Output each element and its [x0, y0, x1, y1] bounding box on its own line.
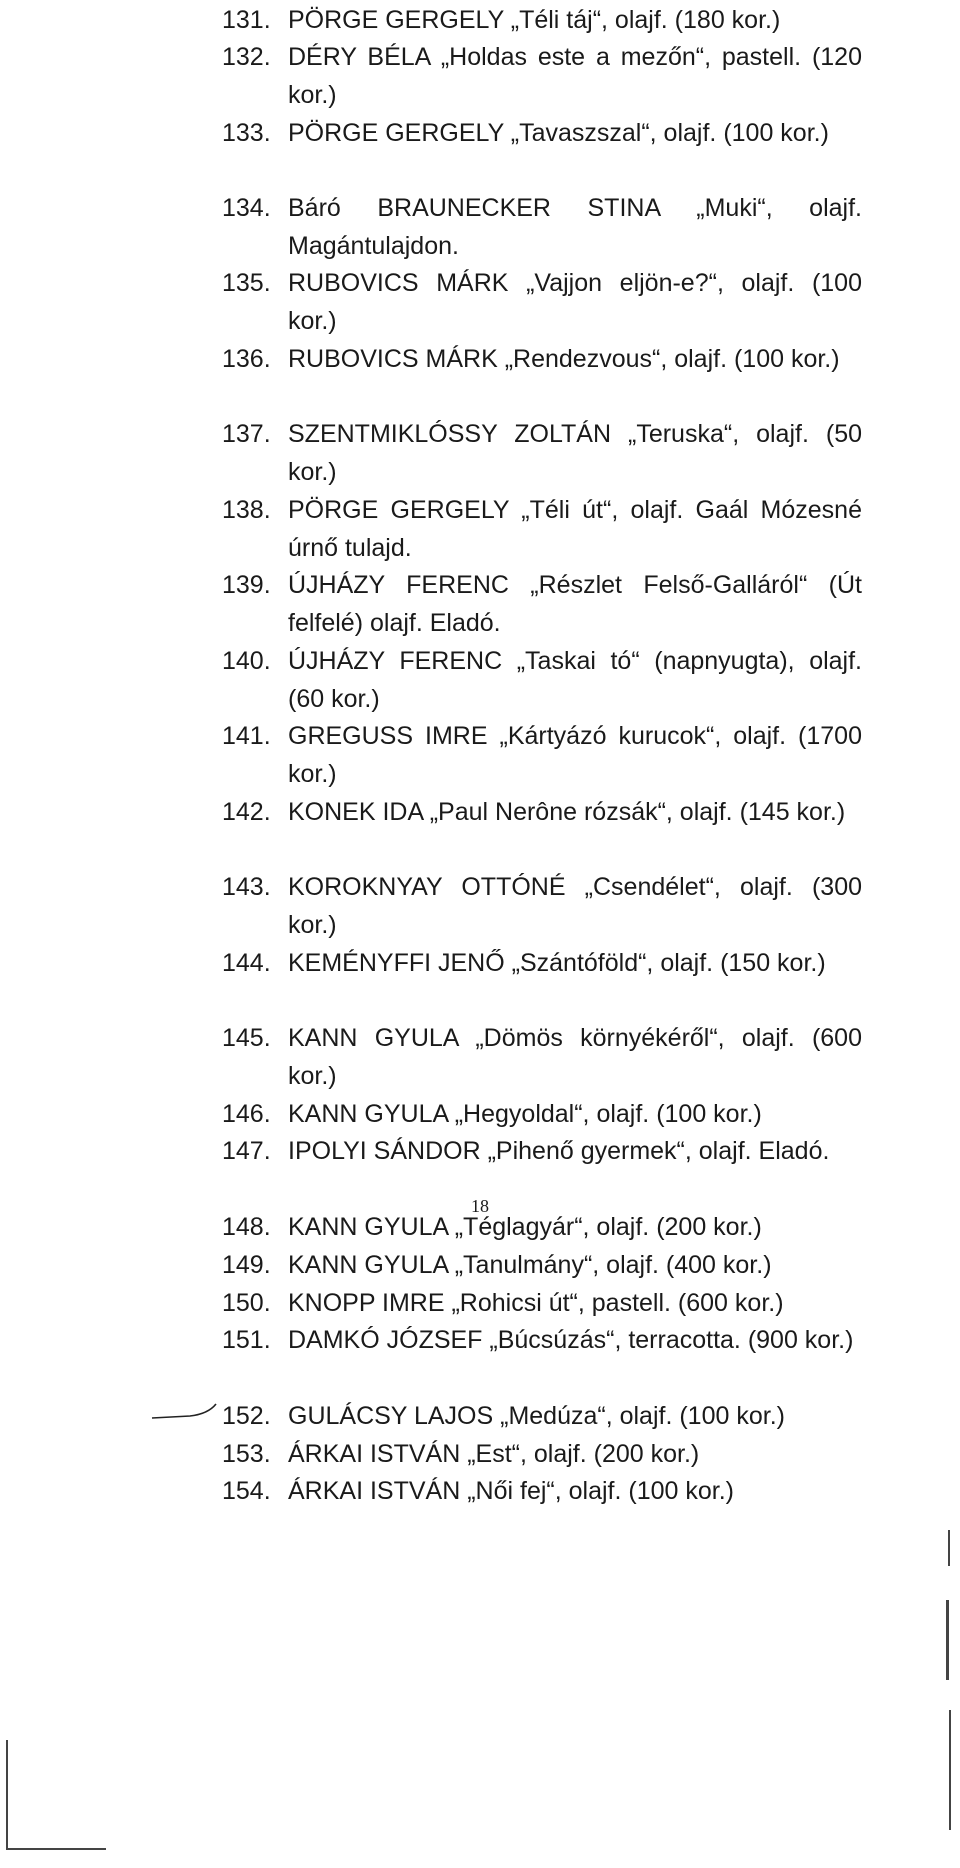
entry-number: 146. — [222, 1100, 271, 1128]
entry-number: 140. — [222, 647, 271, 675]
entry-text: ÚJHÁZY FERENC „Taskai tó“ (napnyugta), olajf. (60 kor.) — [288, 647, 862, 713]
entry-number: 150. — [222, 1289, 271, 1317]
entry-number: 151. — [222, 1326, 271, 1354]
entry-text: GREGUSS IMRE „Kártyázó kurucok“, olajf. (1700 kor.) — [288, 722, 862, 788]
catalog-entry — [222, 643, 862, 718]
entry-text: DÉRY BÉLA „Holdas este a mezőn“, pastell. (120 kor.) — [288, 43, 862, 109]
catalog-entry — [222, 341, 862, 379]
catalog-entry — [222, 1473, 862, 1511]
catalog-entry — [222, 794, 862, 832]
entry-text: ÁRKAI ISTVÁN „Est“, olajf. (200 kor.) — [288, 1440, 700, 1468]
scan-corner-mark — [6, 1848, 106, 1850]
catalog-entry — [222, 1247, 862, 1285]
catalog-entry — [222, 1322, 862, 1360]
catalog-entry — [222, 190, 862, 265]
entry-text: IPOLYI SÁNDOR „Pihenő gyermek“, olajf. Eladó. — [288, 1137, 830, 1165]
entry-number: 152. — [222, 1402, 271, 1430]
catalog-entry — [222, 115, 862, 153]
entry-text: Báró BRAUNECKER STINA „Muki“, olajf. Magántulajdon. — [288, 194, 862, 260]
catalog-entry — [222, 567, 862, 642]
entry-text: KANN GYULA „Téglagyár“, olajf. (200 kor.) — [288, 1213, 762, 1241]
entry-text: PÖRGE GERGELY „Tavaszszal“, olajf. (100 kor.) — [288, 119, 829, 147]
catalog-entry — [222, 1133, 862, 1171]
catalog-entry — [222, 492, 862, 567]
entry-number: 144. — [222, 949, 271, 977]
catalog-entry — [222, 869, 862, 944]
catalog-entry — [222, 1096, 862, 1134]
entry-text: KONEK IDA „Paul Nerône rózsák“, olajf. (145 kor.) — [288, 798, 846, 826]
entry-number: 154. — [222, 1477, 271, 1505]
entry-number: 133. — [222, 119, 271, 147]
entry-number: 142. — [222, 798, 271, 826]
entry-number: 143. — [222, 873, 271, 901]
entry-number: 137. — [222, 420, 271, 448]
entry-number: 131. — [222, 6, 271, 34]
catalog-entry — [222, 2, 862, 40]
entry-text: KANN GYULA „Hegyoldal“, olajf. (100 kor.) — [288, 1100, 762, 1128]
entry-number: 138. — [222, 496, 271, 524]
catalog-entry — [222, 1285, 862, 1323]
entry-number: 139. — [222, 571, 271, 599]
catalog-entry — [222, 945, 862, 983]
entry-number: 145. — [222, 1024, 271, 1052]
entry-text: PÖRGE GERGELY „Téli táj“, olajf. (180 kor.) — [288, 6, 781, 34]
entry-text: KEMÉNYFFI JENŐ „Szántóföld“, olajf. (150 kor.) — [288, 949, 826, 977]
entry-text: ÚJHÁZY FERENC „Részlet Felső-Galláról“ (Út felfelé) olajf. Eladó. — [288, 571, 862, 637]
catalog-entry — [222, 265, 862, 340]
entry-text: KOROKNYAY OTTÓNÉ „Csendélet“, olajf. (300 kor.) — [288, 873, 862, 939]
entry-number: 149. — [222, 1251, 271, 1279]
catalog-entry — [222, 39, 862, 114]
entry-number: 134. — [222, 194, 271, 222]
entry-text: RUBOVICS MÁRK „Vajjon eljön-e?“, olajf. (100 kor.) — [288, 269, 862, 335]
catalog-entry — [222, 1020, 862, 1095]
entry-text: GULÁCSY LAJOS „Medúza“, olajf. (100 kor.) — [288, 1402, 785, 1430]
entry-text: KNOPP IMRE „Rohicsi út“, pastell. (600 kor.) — [288, 1289, 784, 1317]
entry-number: 132. — [222, 43, 271, 71]
catalog-entry — [222, 1436, 862, 1474]
entry-number: 147. — [222, 1137, 271, 1165]
entry-text: KANN GYULA „Tanulmány“, olajf. (400 kor.) — [288, 1251, 772, 1279]
entry-text: DAMKÓ JÓZSEF „Búcsúzás“, terracotta. (900 kor.) — [288, 1326, 854, 1354]
entry-text: PÖRGE GERGELY „Téli út“, olajf. Gaál Mózesné úrnő tulajd. — [288, 496, 862, 562]
scan-corner-mark — [6, 1740, 8, 1850]
entry-number: 136. — [222, 345, 271, 373]
entry-number: 148. — [222, 1213, 271, 1241]
scan-edge-mark — [948, 1530, 950, 1566]
entry-text: ÁRKAI ISTVÁN „Női fej“, olajf. (100 kor.) — [288, 1477, 734, 1505]
entry-text: KANN GYULA „Dömös környékéről“, olajf. (600 kor.) — [288, 1024, 862, 1090]
entry-number: 153. — [222, 1440, 271, 1468]
scan-edge-mark — [946, 1600, 949, 1680]
catalog-entry — [222, 718, 862, 793]
entry-text: SZENTMIKLÓSSY ZOLTÁN „Teruska“, olajf. (50 kor.) — [288, 420, 862, 486]
entry-text: RUBOVICS MÁRK „Rendezvous“, olajf. (100 kor.) — [288, 345, 840, 373]
entry-number: 141. — [222, 722, 271, 750]
margin-pencil-mark — [150, 1402, 220, 1422]
entry-number: 135. — [222, 269, 271, 297]
catalog-entry — [222, 1398, 862, 1436]
catalog-entry — [222, 416, 862, 491]
page-number: 18 — [471, 1196, 489, 1216]
scan-edge-mark — [949, 1710, 951, 1830]
